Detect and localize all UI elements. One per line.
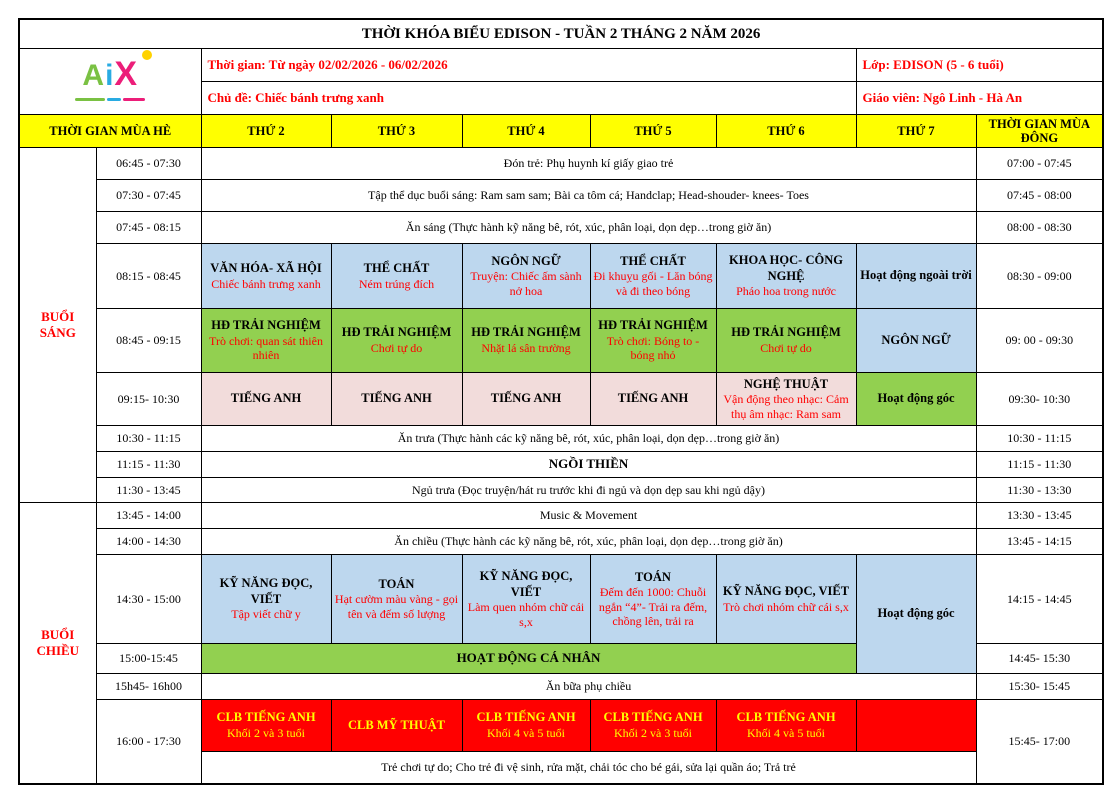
timetable-cell: NGỒI THIỀN: [201, 452, 976, 478]
timetable-cell: [590, 309, 716, 373]
subject-detail: Hạt cườm màu vàng - gọi tên và đếm số lượng: [334, 592, 459, 621]
subject-title: CLB TIẾNG ANH: [736, 710, 836, 725]
table-row: [19, 529, 1103, 555]
winter-time-cell: 07:00 - 07:45: [976, 148, 1103, 180]
info-row-1: [19, 49, 1103, 82]
column-header-thu: THỨ 5: [590, 115, 716, 148]
summer-time-cell: 15:00-15:45: [96, 644, 201, 674]
subject-title: Hoạt động ngoài trời: [860, 268, 972, 283]
sun-icon: [142, 50, 152, 60]
table-row: [19, 503, 1103, 529]
subject-detail: Chơi tự do: [760, 341, 812, 356]
table-row: [19, 244, 1103, 309]
subject-title: VĂN HÓA- XÃ HỘI: [210, 260, 322, 275]
summer-time-cell: 09:15- 10:30: [96, 373, 201, 426]
winter-time-cell: 09: 00 - 09:30: [976, 309, 1103, 373]
timetable-cell: [716, 373, 856, 426]
subject-title: CLB TIẾNG ANH: [216, 710, 316, 725]
table-row: [19, 426, 1103, 452]
timetable-cell: HOẠT ĐỘNG CÁ NHÂN: [201, 644, 856, 674]
subject-detail: Chơi tự do: [370, 341, 423, 356]
session-label: BUỔI SÁNG: [19, 148, 96, 503]
timetable-cell: [462, 373, 590, 426]
table-row: [19, 148, 1103, 180]
subject-title: NGÔN NGỮ: [491, 253, 561, 268]
subject-title: TOÁN: [635, 569, 671, 584]
timetable-cell: [462, 700, 590, 752]
summer-time-cell: 07:45 - 08:15: [96, 212, 201, 244]
timetable-cell: [856, 373, 976, 426]
winter-time-cell: 15:30- 15:45: [976, 674, 1103, 700]
column-header-sat: THỨ 7: [856, 115, 976, 148]
subject-title: NGÔN NGỮ: [881, 332, 951, 347]
subject-title: HĐ TRẢI NGHIỆM: [341, 325, 452, 340]
winter-time-cell: 14:15 - 14:45: [976, 555, 1103, 644]
info-topic: Chủ đề: Chiếc bánh trưng xanh: [201, 82, 856, 115]
subject-detail: Khối 4 và 5 tuổi: [487, 726, 565, 741]
subject-detail: Khối 2 và 3 tuổi: [614, 726, 692, 741]
timetable-cell: [462, 555, 590, 644]
logo-letters: [82, 54, 139, 93]
summer-time-cell: 14:00 - 14:30: [96, 529, 201, 555]
timetable-cell: [590, 555, 716, 644]
subject-detail: Chiếc bánh trưng xanh: [211, 276, 321, 291]
column-header-wed: THỨ 4: [462, 115, 590, 148]
table-row: [19, 674, 1103, 700]
table-row: [19, 373, 1103, 426]
summer-time-cell: 08:15 - 08:45: [96, 244, 201, 309]
timetable-cell: [201, 555, 331, 644]
title-row: [19, 19, 1103, 49]
subject-title: HĐ TRẢI NGHIỆM: [211, 318, 321, 333]
winter-time-cell: 13:30 - 13:45: [976, 503, 1103, 529]
timetable-cell: [856, 700, 976, 752]
logo-tagline: [74, 93, 146, 105]
timetable-cell: [856, 309, 976, 373]
subject-title: KỸ NĂNG ĐỌC, VIẾT: [722, 583, 850, 598]
timetable-cell: [462, 244, 590, 309]
timetable-cell: [856, 555, 976, 674]
timetable-cell: [590, 700, 716, 752]
info-class: Lớp: EDISON (5 - 6 tuổi): [856, 49, 1103, 82]
summer-time-cell: 08:45 - 09:15: [96, 309, 201, 373]
timetable-cell: [331, 244, 462, 309]
table-row: [19, 700, 1103, 752]
page-title: THỜI KHÓA BIỂU EDISON - TUẦN 2 THÁNG 2 NĂM 2026: [19, 19, 1103, 49]
subject-title: Hoạt động góc: [877, 391, 955, 406]
subject-detail: Nhặt lá sân trường: [481, 341, 571, 356]
logo-letter-a: A: [82, 58, 106, 92]
subject-title: HĐ TRẢI NGHIỆM: [731, 325, 841, 340]
subject-title: THỂ CHẤT: [620, 253, 686, 268]
timetable-cell: Music & Movement: [201, 503, 976, 529]
column-header-row: [19, 115, 1103, 148]
timetable-cell: [331, 700, 462, 752]
timetable-cell: [201, 700, 331, 752]
subject-title: TIẾNG ANH: [617, 391, 689, 406]
column-header-fri: THỨ 6: [716, 115, 856, 148]
winter-time-cell: 10:30 - 11:15: [976, 426, 1103, 452]
table-row: [19, 478, 1103, 503]
timetable-cell: Ăn sáng (Thực hành kỹ năng bê, rót, xúc, phân loại, dọn dẹp…trong giờ ăn): [201, 212, 976, 244]
timetable-cell: [716, 555, 856, 644]
timetable-cell: [201, 373, 331, 426]
summer-time-cell: 15h45- 16h00: [96, 674, 201, 700]
table-row: [19, 309, 1103, 373]
subject-title: Hoạt động góc: [877, 606, 955, 621]
subject-detail: Trò chơi nhóm chữ cái s,x: [723, 599, 849, 614]
summer-time-cell: 14:30 - 15:00: [96, 555, 201, 644]
timetable-cell: Ăn chiều (Thực hành các kỹ năng bê, rót, xúc, phân loại, dọn dẹp…trong giờ ăn): [201, 529, 976, 555]
session-label: BUỔI CHIỀU: [19, 503, 96, 784]
table-row: [19, 452, 1103, 478]
subject-detail: Pháo hoa trong nước: [736, 284, 836, 299]
table-row: [19, 212, 1103, 244]
subject-title: HĐ TRẢI NGHIỆM: [598, 318, 708, 333]
winter-time-cell: 11:15 - 11:30: [976, 452, 1103, 478]
subject-detail: Khối 4 và 5 tuổi: [747, 726, 825, 741]
summer-time-cell: 11:30 - 13:45: [96, 478, 201, 503]
table-row: [19, 180, 1103, 212]
subject-detail: Truyện: Chiếc ấm sành nở hoa: [470, 269, 582, 298]
subject-title: TOÁN: [378, 576, 415, 591]
subject-detail: Vận động theo nhạc: Cảm thụ âm nhạc: Ram sam: [723, 392, 849, 421]
subject-detail: Đi khuỵu gối - Lăn bóng và đi theo bóng: [593, 269, 713, 298]
subject-title: TIẾNG ANH: [230, 391, 302, 406]
timetable-body: [19, 19, 1103, 784]
subject-title: KỸ NĂNG ĐỌC, VIẾT: [219, 576, 313, 606]
subject-title: CLB MỸ THUẬT: [347, 717, 445, 732]
summer-time-cell: 10:30 - 11:15: [96, 426, 201, 452]
subject-title: KỸ NĂNG ĐỌC, VIẾT: [479, 568, 573, 599]
summer-time-cell: 16:00 - 17:30: [96, 700, 201, 784]
subject-detail: Trò chơi: quan sát thiên nhiên: [209, 333, 323, 363]
info-teacher: Giáo viên: Ngô Linh - Hà An: [856, 82, 1103, 115]
winter-time-cell: 11:30 - 13:30: [976, 478, 1103, 503]
timetable-cell: [201, 244, 331, 309]
timetable-cell: [590, 244, 716, 309]
timetable-cell: [201, 309, 331, 373]
timetable-cell: [716, 309, 856, 373]
timetable-cell: [331, 309, 462, 373]
subject-detail: Trò chơi: Bóng to - bóng nhỏ: [606, 333, 700, 363]
subject-title: THỂ CHẤT: [363, 260, 430, 275]
timetable-cell: [716, 244, 856, 309]
column-header-mon: THỨ 2: [201, 115, 331, 148]
subject-title: HĐ TRẢI NGHIỆM: [471, 325, 581, 340]
column-header-tue: THỨ 3: [331, 115, 462, 148]
winter-time-cell: 15:45- 17:00: [976, 700, 1103, 784]
subject-title: NGHỆ THUẬT: [743, 376, 829, 391]
subject-detail: Làm quen nhóm chữ cái s,x: [467, 600, 585, 629]
winter-time-cell: 13:45 - 14:15: [976, 529, 1103, 555]
timetable-cell: Ăn trưa (Thực hành các kỹ năng bê, rót, xúc, phân loại, dọn dẹp…trong giờ ăn): [201, 426, 976, 452]
logo-letter-i: i: [105, 58, 115, 92]
summer-time-cell: 07:30 - 07:45: [96, 180, 201, 212]
summer-time-cell: 11:15 - 11:30: [96, 452, 201, 478]
subject-detail: Ném trúng đích: [358, 276, 435, 291]
subject-detail: Đếm đến 1000: Chuỗi ngắn “4”- Trải ra đếm, chồng lên, trải ra: [598, 585, 708, 628]
timetable: [18, 18, 1104, 785]
subject-title: TIẾNG ANH: [361, 391, 432, 406]
column-header-winter-time: THỜI GIAN MÙA ĐÔNG: [976, 115, 1103, 148]
subject-title: CLB TIẾNG ANH: [603, 710, 703, 725]
timetable-cell: [856, 244, 976, 309]
winter-time-cell: 14:45- 15:30: [976, 644, 1103, 674]
timetable-cell: [590, 373, 716, 426]
timetable-cell: Ăn bữa phụ chiều: [201, 674, 976, 700]
timetable-cell: [331, 555, 462, 644]
subject-detail: Tập viết chữ y: [231, 607, 301, 622]
logo: [19, 49, 201, 115]
timetable-cell: Trẻ chơi tự do; Cho trẻ đi vệ sinh, rửa mặt, chải tóc cho bé gái, sửa lại quần áo; Trả trẻ: [201, 752, 976, 784]
subject-title: TIẾNG ANH: [490, 391, 562, 406]
winter-time-cell: 08:00 - 08:30: [976, 212, 1103, 244]
winter-time-cell: 07:45 - 08:00: [976, 180, 1103, 212]
subject-title: KHOA HỌC- CÔNG NGHỆ: [729, 253, 843, 283]
subject-detail: Khối 2 và 3 tuổi: [227, 726, 305, 741]
timetable-cell: [716, 700, 856, 752]
table-row: [19, 555, 1103, 644]
timetable-cell: [462, 309, 590, 373]
column-header-summer-time: THỜI GIAN MÙA HÈ: [19, 115, 201, 148]
winter-time-cell: 09:30- 10:30: [976, 373, 1103, 426]
timetable-cell: [331, 373, 462, 426]
timetable-cell: Tập thể dục buổi sáng: Ram sam sam; Bài ca tôm cá; Handclap; Head-shouder- knees- Toes: [201, 180, 976, 212]
info-time-range: Thời gian: Từ ngày 02/02/2026 - 06/02/2026: [201, 49, 856, 82]
winter-time-cell: 08:30 - 09:00: [976, 244, 1103, 309]
logo-letter-x: X: [114, 54, 139, 93]
subject-title: CLB TIẾNG ANH: [476, 710, 576, 725]
summer-time-cell: 13:45 - 14:00: [96, 503, 201, 529]
summer-time-cell: 06:45 - 07:30: [96, 148, 201, 180]
timetable-cell: Ngủ trưa (Đọc truyện/hát ru trước khi đi ngủ và dọn dẹp sau khi ngủ dậy): [201, 478, 976, 503]
timetable-cell: Đón trẻ: Phụ huynh kí giấy giao trẻ: [201, 148, 976, 180]
